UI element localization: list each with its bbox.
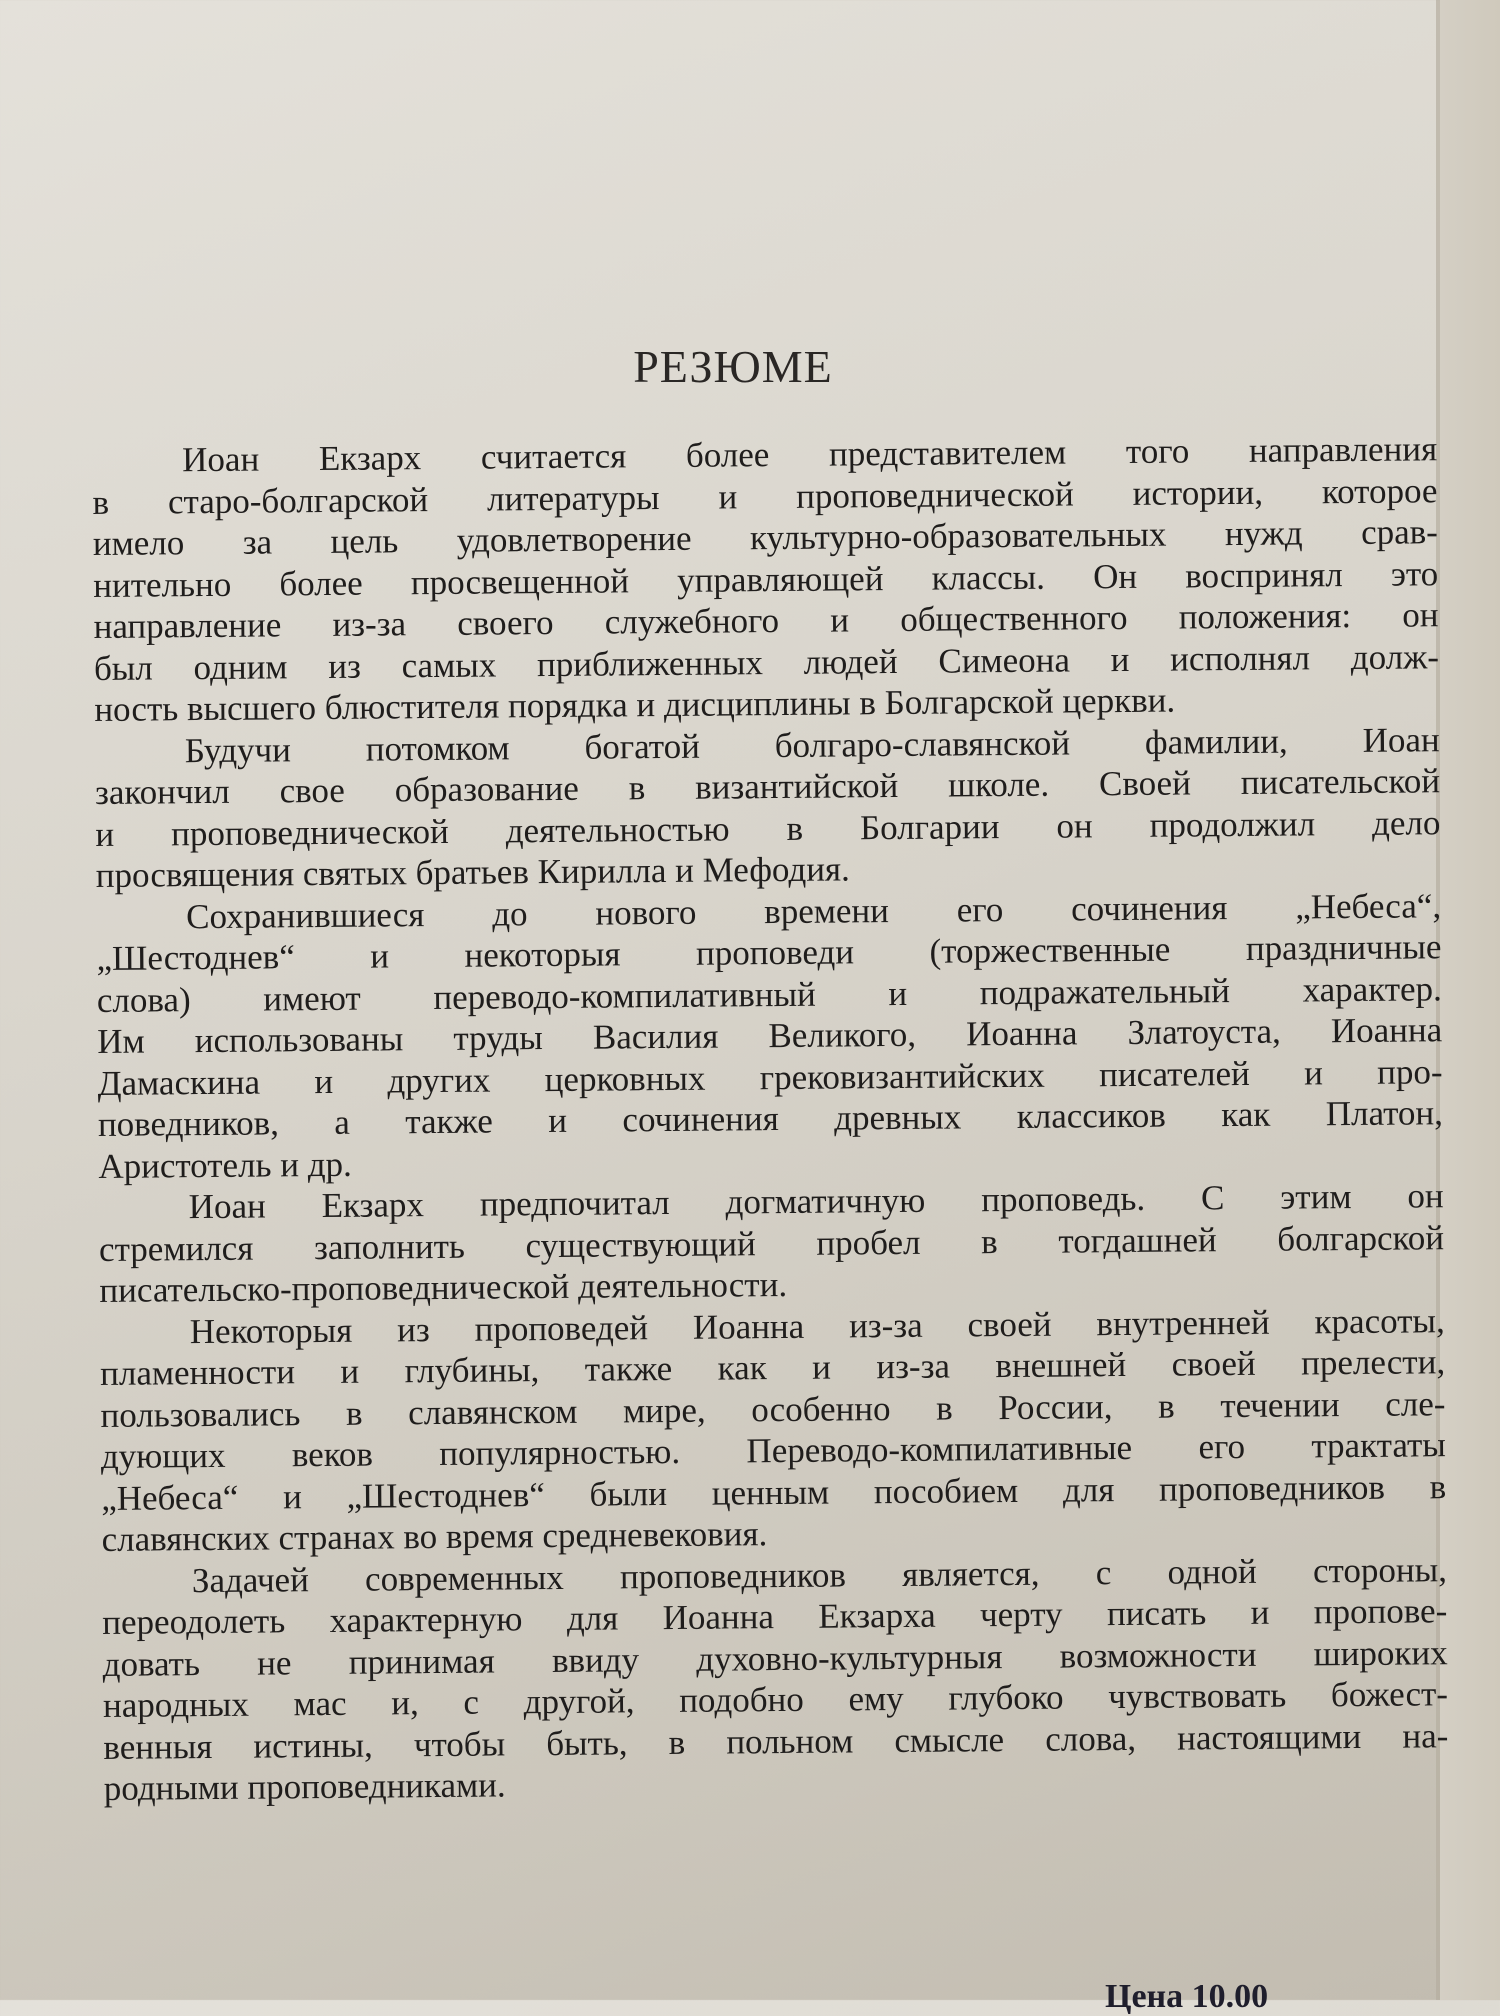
- text-line-content: пламенности и глубины, также как и из-за внешней своей прелести,: [99, 1342, 1446, 1393]
- text-line-content: „Шестоднев“ и некоторыя проповеди (торжественные праздничные: [96, 927, 1442, 978]
- text-line-content: стремился заполнить существующий пробел в тогдашней болгарской: [98, 1217, 1445, 1269]
- text-line-content: переодолеть характерную для Иоанна Екзарха черту писать и пропове-: [102, 1591, 1448, 1642]
- text-line-content: и проповеднической деятельностью в Болгарии он продолжил дело: [95, 802, 1441, 854]
- text-line-content: Будучи потомком богатой болгаро-славянской фамилии, Иоан: [184, 719, 1440, 770]
- text-line-content: родными проповедниками.: [103, 1765, 506, 1808]
- text-line-content: дующих веков популярностью. Переводо-компилативные его трактаты: [100, 1425, 1446, 1476]
- price-label: Цена 10.00: [1105, 1978, 1269, 2015]
- text-line-content: поведников, а также и сочинения древных классиков как Платон,: [97, 1093, 1444, 1144]
- text-line-content: Дамаскина и других церковных грековизантийских писателей и про-: [97, 1051, 1443, 1103]
- text-line-content: Иоан Екзарх предпочитал догматичную проповедь. С этим он: [188, 1176, 1444, 1227]
- resume-body: [92, 428, 1449, 1809]
- text-line-content: народных мас и, с другой, подобно ему глубоко чувствовать божест-: [102, 1674, 1449, 1725]
- text-line-content: славянских странах во время средневековия.: [101, 1514, 768, 1559]
- text-line-content: нительно более просвещенной управляющей классы. Он воспринял это: [93, 553, 1439, 605]
- text-line-content: закончил свое образование в византийской школе. Своей писательской: [94, 761, 1441, 812]
- text-line-content: в старо-болгарской литературы и проповеднической истории, которое: [92, 470, 1438, 522]
- text-line-content: Сохранившиеся до нового времени его сочинения „Небеса“,: [185, 885, 1442, 936]
- text-line-content: имело за цель удовлетворение культурно-образовательных нужд срав-: [92, 512, 1439, 563]
- text-line-content: Им использованы труды Василия Великого, Иоанна Златоуста, Иоанна: [97, 1010, 1443, 1061]
- text-line-content: Иоан Екзарх считается более представителем того направления: [182, 429, 1438, 480]
- text-line-content: Задачей современных проповедников является, с одной стороны,: [191, 1549, 1448, 1600]
- text-line-content: был одним из самых приближенных людей Симеона и исполнял долж-: [93, 636, 1440, 688]
- text-line-content: венныя истины, чтобы быть, в польном смысле слова, настоящими на-: [103, 1715, 1449, 1767]
- page-title: РЕЗЮМЕ: [633, 341, 833, 392]
- text-line-content: Аристотель и др.: [98, 1144, 352, 1186]
- text-line-content: пользовались в славянском мире, особенно в России, в течении сле-: [100, 1383, 1446, 1435]
- text-line-content: просвящения святых братьев Кирилла и Мефодия.: [95, 849, 850, 895]
- text-line-content: писательско-проповеднической деятельности.: [99, 1264, 788, 1310]
- text-line-content: слова) имеют переводо-компилативный и подражательный характер.: [96, 968, 1443, 1020]
- text-line-content: направление из-за своего служебного и общественного положения: он: [93, 595, 1439, 646]
- page-edge: [1440, 0, 1500, 2000]
- text-line-content: довать не принимая ввиду духовно-культурныя возможности широких: [102, 1632, 1448, 1684]
- text-line-content: ность высшего блюстителя порядка и дисциплины в Болгарской церкви.: [94, 680, 1176, 729]
- text-line-content: „Небеса“ и „Шестоднев“ были ценным пособием для проповедников в: [101, 1466, 1447, 1518]
- text-line-content: Некоторыя из проповедей Иоанна из-за своей внутренней красоты,: [189, 1300, 1445, 1351]
